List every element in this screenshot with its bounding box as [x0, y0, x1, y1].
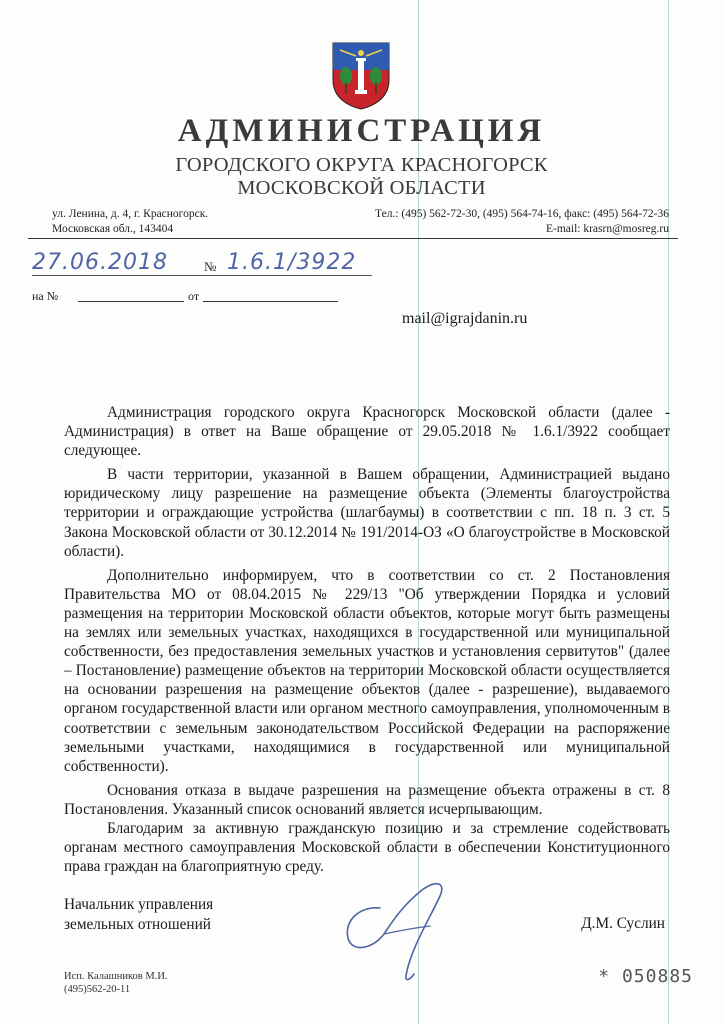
- paragraph: В части территории, указанной в Вашем обращении, Администрацией выдано юридическому лицу разрешение на размещение объекта (Элементы благоустройства территории и ограждающие устройства (шлагбаумы) в соответствии с пп. 18 п. 3 ст. 5 Закона Московской области от 30.12.2014 № 191/2014-ОЗ «О благоустройстве в Московской области).: [64, 466, 670, 560]
- executor-phone: (495)562-20-11: [64, 984, 131, 995]
- organization-subtitle-line2: МОСКОВСКОЙ ОБЛАСТИ: [237, 177, 486, 199]
- organization-subtitle-line1: ГОРОДСКОГО ОКРУГА КРАСНОГОРСК: [175, 154, 548, 176]
- outgoing-underline: [32, 275, 372, 276]
- letter-body: [64, 403, 670, 881]
- incoming-number-blank: [78, 301, 184, 302]
- position-line: Начальник управления: [64, 896, 214, 913]
- email-line: E-mail: krasrn@mosreg.ru: [545, 223, 669, 235]
- handwritten-signature: [318, 876, 468, 986]
- incoming-date-blank: [203, 301, 338, 302]
- paragraph: Дополнительно информируем, что в соответствии со ст. 2 Постановления Правительства МО от 08.04.2015 № 229/13 "Об утверждении Порядка и условий размещения на территории Московской области объектов, которые могут быть размещены на землях или земельных участках, находящихся в государственной или муниципальной собственности, без предоставления земельных участков и установления сервитутов" (далее – Постановление) размещение объектов на территории Московской области осуществляется на основании разрешения на размещение объектов (далее - разрешение), выдаваемого органом государственной власти или органом местного самоуправления, уполномоченным в соответствии с земельным законодательством Российской Федерации на распоряжение земельными участками, находящимися в государственной или муниципальной собственности).: [64, 566, 670, 775]
- header-divider: [28, 238, 678, 239]
- phone-line: Тел.: (495) 562-72-30, (495) 564-74-16, факс: (495) 564-72-36: [375, 208, 669, 220]
- signatory-position: [64, 895, 213, 934]
- paragraph: Благодарим за активную гражданскую позицию и за стремление содействовать органам местного самоуправления Московской области в обеспечении Конституционного права граждан на благоприятную среду.: [64, 819, 670, 876]
- executor-info: [64, 970, 168, 996]
- position-line: земельных отношений: [64, 915, 211, 933]
- coat-of-arms-emblem: [330, 40, 392, 110]
- outgoing-number: 1.6.1/3922: [227, 250, 357, 275]
- number-sign: №: [204, 259, 217, 274]
- organization-title: АДМИНИСТРАЦИЯ: [177, 113, 546, 149]
- postal-line: Московская обл., 143404: [52, 223, 174, 235]
- paragraph: Администрация городского округа Красногорск Московской области (далее - Администрация) в ответ на Ваше обращение от 29.05.2018 № 1.6.1/3922 сообщает следующее.: [64, 404, 670, 460]
- address-block: [52, 207, 208, 237]
- contacts-block: [375, 207, 669, 237]
- recipient-email: mail@igrajdanin.ru: [402, 310, 528, 327]
- signatory-name: Д.М. Суслин: [581, 915, 665, 932]
- incoming-number-label: на №: [32, 289, 59, 303]
- serial-number-stamp: [598, 966, 693, 987]
- outgoing-registration: [32, 250, 372, 278]
- serial-number: 050885: [621, 966, 693, 987]
- serial-mark: *: [598, 966, 611, 987]
- paragraph: Основания отказа в выдаче разрешения на размещение объекта отражены в ст. 8 Постановления. Указанный список оснований является исчерпывающим.: [64, 781, 670, 818]
- incoming-date-label: от: [188, 289, 200, 303]
- executor-name: Исп. Калашников М.И.: [64, 971, 168, 982]
- address-line: ул. Ленина, д. 4, г. Красногорск.: [52, 208, 209, 220]
- outgoing-date: 27.06.2018: [32, 250, 168, 275]
